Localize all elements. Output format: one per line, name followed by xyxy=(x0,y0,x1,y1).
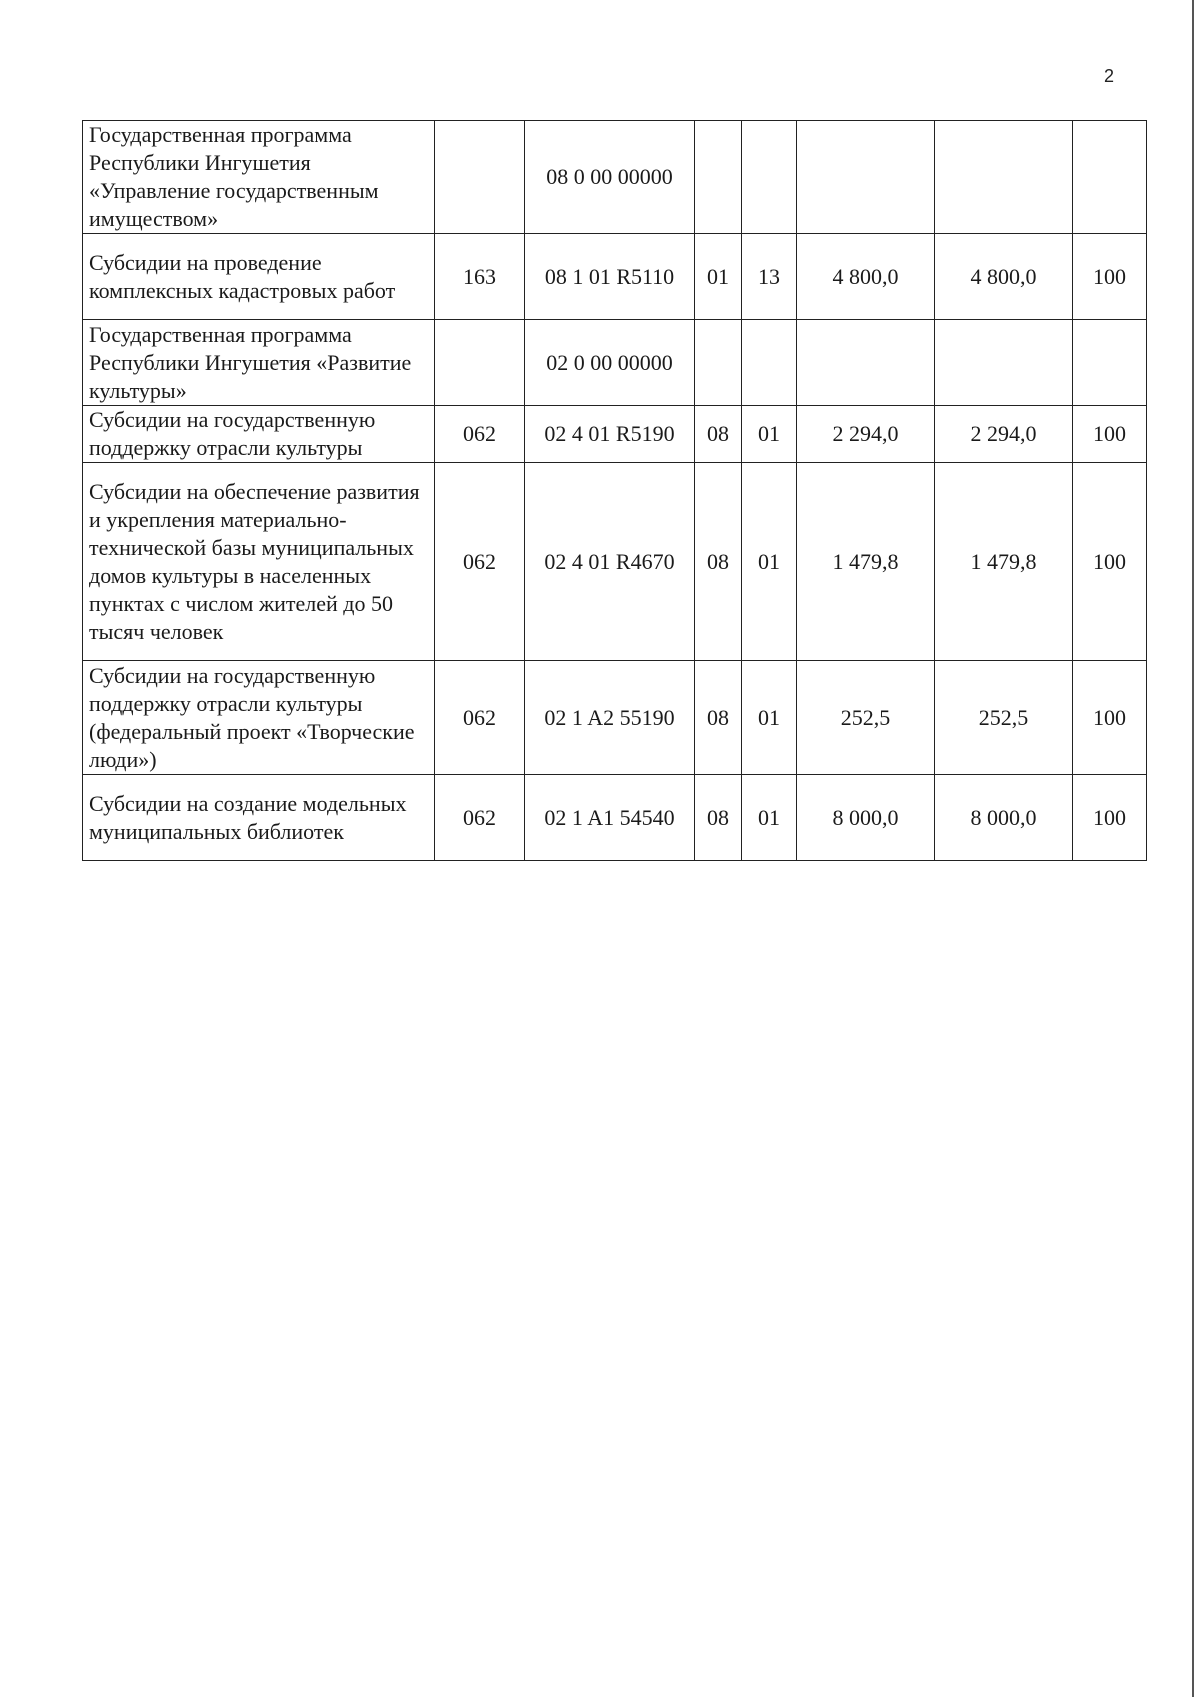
table-row xyxy=(83,775,1147,861)
row-target: 08 0 00 00000 xyxy=(525,121,695,234)
budget-table xyxy=(82,120,1147,861)
row-percent: 100 xyxy=(1073,234,1147,320)
row-target: 02 1 A1 54540 xyxy=(525,775,695,861)
row-section: 08 xyxy=(695,775,742,861)
row-percent xyxy=(1073,121,1147,234)
row-name: Субсидии на создание модельных муниципальных библиотек xyxy=(83,775,435,861)
row-planned xyxy=(797,320,935,406)
row-subsection: 01 xyxy=(742,775,797,861)
row-executed xyxy=(935,121,1073,234)
table-row xyxy=(83,320,1147,406)
page-number: 2 xyxy=(1104,66,1115,86)
row-planned: 2 294,0 xyxy=(797,406,935,463)
row-name: Государственная программа Республики Ингушетия «Развитие культуры» xyxy=(83,320,435,406)
row-subsection: 01 xyxy=(742,463,797,661)
row-name: Государственная программа Республики Ингушетия «Управление государственным имуществом» xyxy=(83,121,435,234)
row-subsection: 01 xyxy=(742,661,797,775)
row-name: Субсидии на государственную поддержку отрасли культуры (федеральный проект «Творческие люди») xyxy=(83,661,435,775)
row-percent: 100 xyxy=(1073,661,1147,775)
row-section xyxy=(695,121,742,234)
row-code: 163 xyxy=(435,234,525,320)
row-section xyxy=(695,320,742,406)
row-executed: 8 000,0 xyxy=(935,775,1073,861)
row-percent: 100 xyxy=(1073,775,1147,861)
table-row xyxy=(83,406,1147,463)
row-target: 02 4 01 R4670 xyxy=(525,463,695,661)
row-planned: 4 800,0 xyxy=(797,234,935,320)
row-name: Субсидии на проведение комплексных кадастровых работ xyxy=(83,234,435,320)
row-percent: 100 xyxy=(1073,463,1147,661)
row-subsection xyxy=(742,121,797,234)
row-planned xyxy=(797,121,935,234)
row-planned: 8 000,0 xyxy=(797,775,935,861)
row-executed: 1 479,8 xyxy=(935,463,1073,661)
row-section: 01 xyxy=(695,234,742,320)
row-section: 08 xyxy=(695,406,742,463)
row-code xyxy=(435,121,525,234)
row-target: 08 1 01 R5110 xyxy=(525,234,695,320)
row-name: Субсидии на государственную поддержку отрасли культуры xyxy=(83,406,435,463)
row-executed: 252,5 xyxy=(935,661,1073,775)
row-percent xyxy=(1073,320,1147,406)
row-code: 062 xyxy=(435,775,525,861)
table-row xyxy=(83,234,1147,320)
row-code: 062 xyxy=(435,463,525,661)
row-target: 02 4 01 R5190 xyxy=(525,406,695,463)
row-code: 062 xyxy=(435,661,525,775)
row-code xyxy=(435,320,525,406)
row-section: 08 xyxy=(695,661,742,775)
row-planned: 1 479,8 xyxy=(797,463,935,661)
row-code: 062 xyxy=(435,406,525,463)
row-planned: 252,5 xyxy=(797,661,935,775)
scan-edge xyxy=(1192,0,1194,1697)
row-executed: 4 800,0 xyxy=(935,234,1073,320)
table-row xyxy=(83,121,1147,234)
row-target: 02 1 A2 55190 xyxy=(525,661,695,775)
row-name: Субсидии на обеспечение развития и укрепления материально-технической базы муниципальных домов культуры в населенных пунктах с числом жителей до 50 тысяч человек xyxy=(83,463,435,661)
row-target: 02 0 00 00000 xyxy=(525,320,695,406)
row-subsection xyxy=(742,320,797,406)
row-subsection: 13 xyxy=(742,234,797,320)
row-percent: 100 xyxy=(1073,406,1147,463)
row-section: 08 xyxy=(695,463,742,661)
table-row xyxy=(83,661,1147,775)
row-executed xyxy=(935,320,1073,406)
row-executed: 2 294,0 xyxy=(935,406,1073,463)
table-row xyxy=(83,463,1147,661)
row-subsection: 01 xyxy=(742,406,797,463)
